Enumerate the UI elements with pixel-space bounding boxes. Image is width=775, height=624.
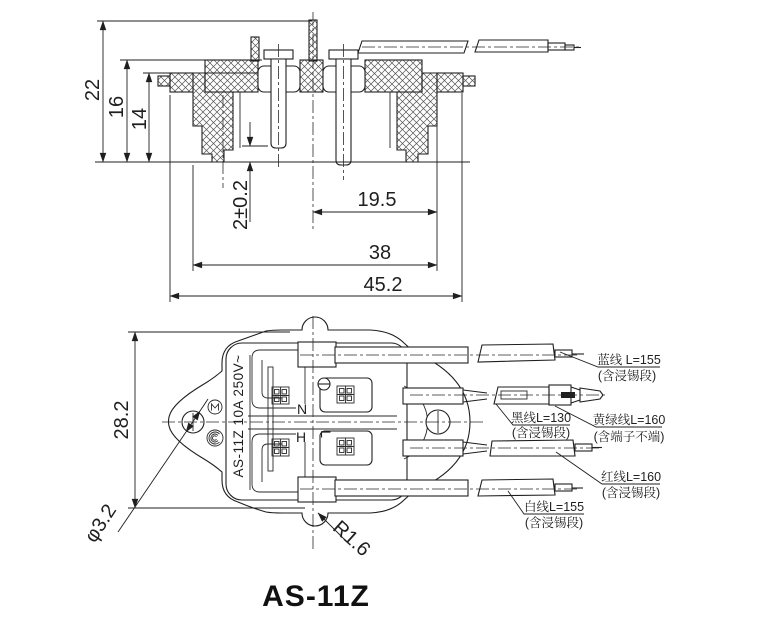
callout-blue-note: (含浸锡段) [597, 369, 657, 383]
dim-text-19-5: 19.5 [357, 189, 397, 211]
wire-white-body [335, 480, 468, 496]
callout-black-label: 黑线L=130 [510, 411, 572, 425]
dim-text-28-2: 28.2 [111, 400, 133, 440]
callout-blue-wire [560, 352, 661, 383]
section-view [95, 12, 581, 232]
callout-blue-label: 蓝线 L=155 [597, 353, 661, 367]
callout-yellow-green-wire [555, 406, 665, 444]
cap-segment-center [300, 60, 323, 92]
model-rating-marking: AS-11Z 10A 250V~ [231, 354, 246, 478]
crimp-grid-upper-left [272, 387, 289, 404]
cap-segment-left [205, 60, 258, 92]
flange-lip-left [158, 76, 170, 86]
callout-yellow-green-label: 黄绿线L=160 [592, 413, 666, 427]
callout-red-wire [556, 452, 661, 500]
callout-black-note: (含浸锡段) [511, 426, 571, 440]
wire-clamp-bottom [298, 477, 336, 502]
wire-blue-outer [478, 344, 584, 362]
callout-white-note: (含浸锡段) [524, 516, 584, 530]
callout-yellow-green-note: (含端子不端) [593, 430, 665, 444]
latch-prong [251, 37, 259, 61]
cap-segment-right [365, 60, 422, 92]
crimp-grid-upper-right [337, 386, 354, 403]
dim-text-radius: R1.6 [328, 516, 375, 562]
wire-clamp-top [298, 342, 336, 367]
callout-red-label: 红线L=160 [600, 470, 662, 484]
flange-left [170, 73, 193, 92]
dim-text-38: 38 [368, 242, 392, 264]
dim-text-14: 14 [129, 107, 151, 131]
marking-neutral: N [296, 401, 308, 417]
wire-black-piece [494, 387, 549, 404]
callout-white-wire [508, 491, 584, 530]
callout-white-label: 白线L=155 [523, 500, 585, 514]
dim-text-22: 22 [82, 78, 104, 102]
flange-lip-right [463, 76, 475, 86]
crimp-grid-lower-right [337, 438, 354, 455]
lead-wire-section [358, 40, 581, 53]
dim-text-45-2: 45.2 [363, 274, 403, 296]
marking-hot: H [295, 429, 307, 445]
drawing-title: AS-11Z [262, 580, 370, 613]
wire-white-outer [478, 479, 583, 496]
crimp-grid-lower-left [272, 439, 289, 456]
terminal-tab-upper [403, 388, 463, 404]
flange-right [437, 73, 463, 92]
callout-black-wire [496, 404, 571, 440]
dim-text-2: 2±0.2 [230, 180, 252, 230]
dim-text-hole: φ3.2 [80, 500, 122, 547]
dim-text-16: 16 [106, 95, 128, 119]
marking-line: L [318, 430, 334, 438]
callout-red-note: (含浸锡段) [601, 486, 661, 500]
